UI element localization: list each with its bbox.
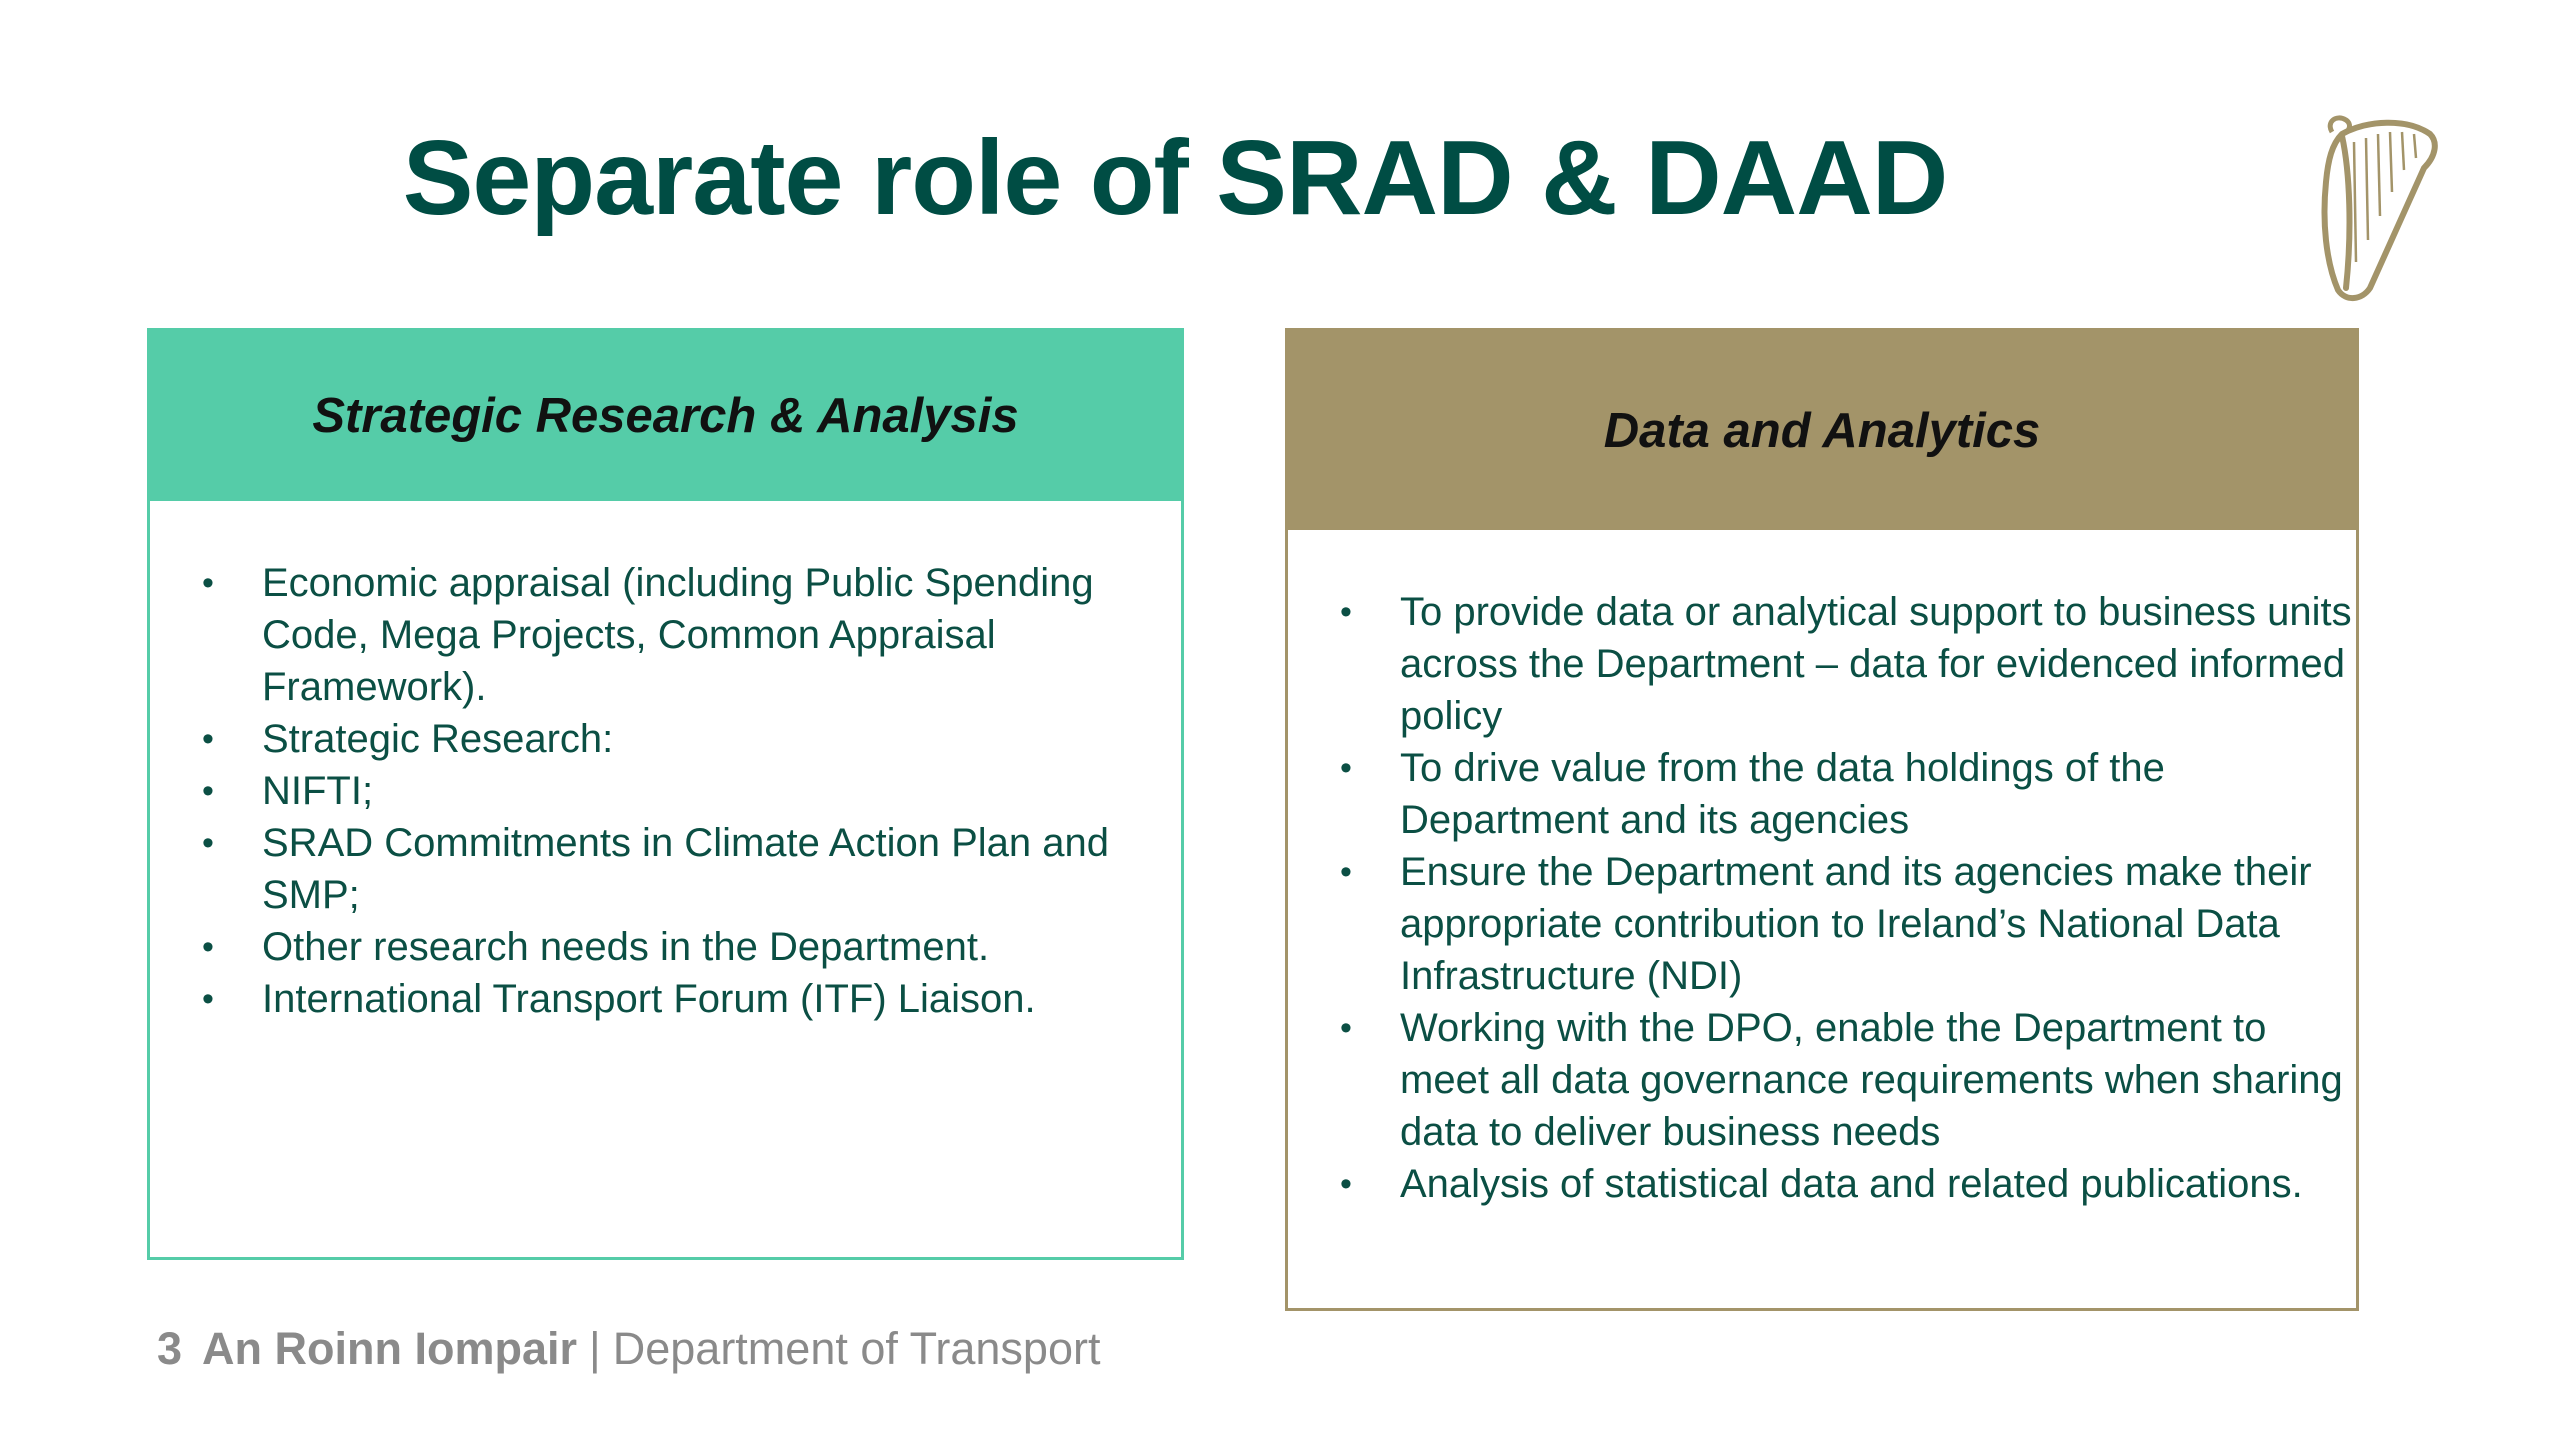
daad-card xyxy=(1285,328,2359,1311)
list-item: • Analysis of statistical data and related publications. xyxy=(1288,1158,2356,1210)
list-item: • To drive value from the data holdings of the Department and its agencies xyxy=(1288,742,2356,846)
srad-bullet-list xyxy=(150,557,1180,1025)
list-item: • International Transport Forum (ITF) Liaison. xyxy=(150,973,1180,1025)
footer-separator: | xyxy=(589,1323,601,1374)
list-item: • Ensure the Department and its agencies make their appropriate contribution to Ireland’s National Data Infrastructure (NDI) xyxy=(1288,846,2356,1002)
daad-heading: Data and Analytics xyxy=(1288,331,2356,530)
org-name-irish: An Roinn Iompair xyxy=(202,1323,578,1374)
list-item: • SRAD Commitments in Climate Action Plan and SMP; xyxy=(150,817,1180,921)
list-item: • Working with the DPO, enable the Department to meet all data governance requirements when sharing data to deliver business needs xyxy=(1288,1002,2356,1158)
slide-footer xyxy=(157,1323,1100,1375)
list-item: • NIFTI; xyxy=(150,765,1180,817)
srad-heading: Strategic Research & Analysis xyxy=(150,331,1181,501)
srad-card xyxy=(147,328,1184,1260)
daad-bullet-list xyxy=(1288,586,2356,1210)
page-number: 3 xyxy=(157,1323,183,1374)
list-item: • Strategic Research: xyxy=(150,713,1180,765)
list-item: • Other research needs in the Department. xyxy=(150,921,1180,973)
list-item: • To provide data or analytical support to business units across the Department – data for evidenced informed policy xyxy=(1288,586,2356,742)
list-item: • Economic appraisal (including Public Spending Code, Mega Projects, Common Appraisal Framework). xyxy=(150,557,1180,713)
org-name-english: Department of Transport xyxy=(612,1323,1101,1374)
harp-icon xyxy=(2312,112,2444,308)
slide-title: Separate role of SRAD & DAAD xyxy=(402,119,1948,237)
